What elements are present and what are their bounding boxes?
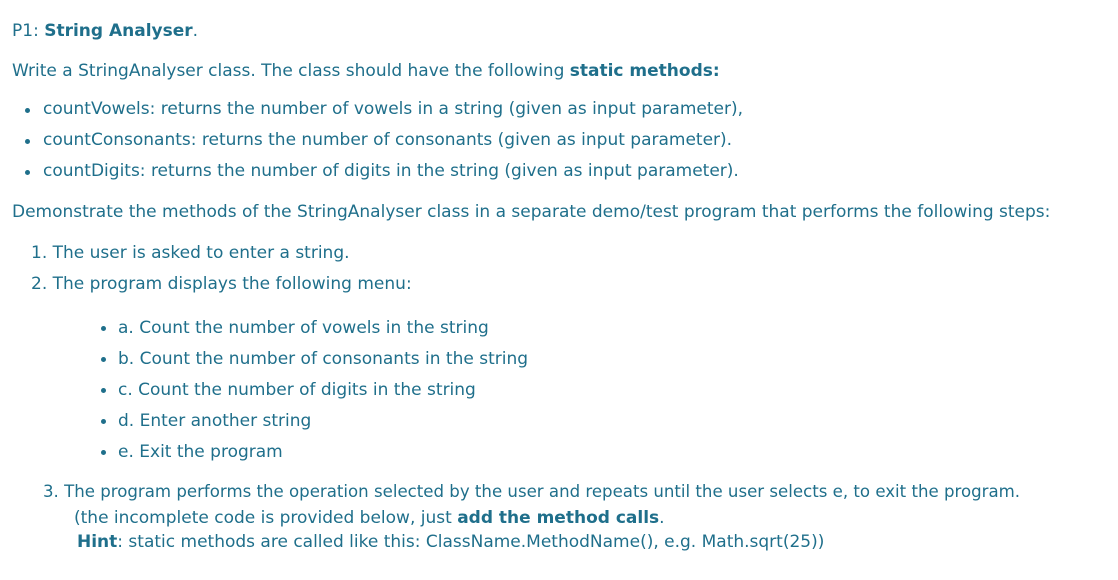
bullet-dot [101,450,106,455]
bullet-dot [25,139,30,144]
title-name: String Analyser [44,21,193,41]
title-suffix: . [192,21,199,41]
list-item: countConsonants: returns the number of consonants (given as input parameter). [43,130,733,150]
menu-item: c. Count the number of digits in the string [118,380,476,400]
page-title [12,21,198,41]
list-item: countVowels: returns the number of vowels in a string (given as input parameter), [43,99,744,119]
note-prefix: (the incomplete code is provided below, just [74,508,458,528]
intro-text: Write a StringAnalyser class. The class should have the following [12,61,570,81]
menu-item: e. Exit the program [118,442,283,462]
title-prefix: P1: [12,21,45,41]
bullet-dot [101,388,106,393]
bullet-dot [25,170,30,175]
step-2: 2. The program displays the following menu: [31,274,412,294]
bullet-dot [101,326,106,331]
intro-bold: static methods: [569,61,720,81]
intro-paragraph [12,61,720,81]
step-3-note [74,508,665,528]
step-1: 1. The user is asked to enter a string. [31,243,350,263]
bullet-dot [101,419,106,424]
demo-intro: Demonstrate the methods of the StringAnalyser class in a separate demo/test program that performs the following steps: [12,202,1051,222]
bullet-dot [25,108,30,113]
menu-item: d. Enter another string [118,411,312,431]
hint [77,532,824,552]
bullet-dot [101,357,106,362]
note-bold: add the method calls [457,508,660,528]
step-3: 3. The program performs the operation selected by the user and repeats until the user selects e, to exit the program. [43,482,1021,501]
menu-item: a. Count the number of vowels in the string [118,318,489,338]
note-suffix: . [659,508,665,528]
list-item: countDigits: returns the number of digits in the string (given as input parameter). [43,161,739,181]
menu-item: b. Count the number of consonants in the string [118,349,529,369]
hint-label: Hint [77,532,118,552]
hint-text: : static methods are called like this: ClassName.MethodName(), e.g. Math.sqrt(25)) [117,532,825,552]
